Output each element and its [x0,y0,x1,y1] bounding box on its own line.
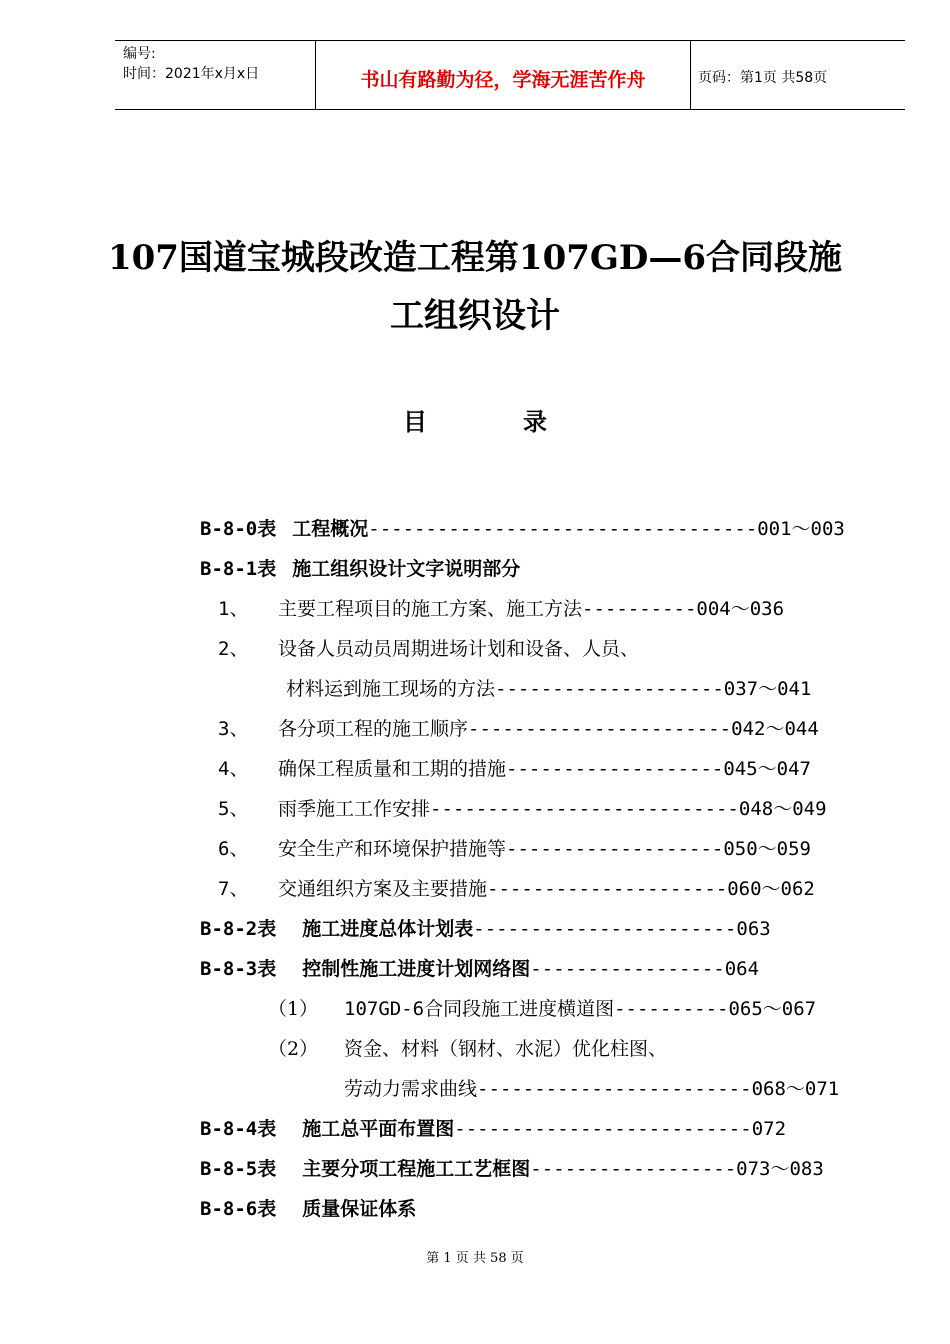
toc-leader: --------------------- [487,878,728,900]
page-header [115,40,905,110]
toc-row [268,1034,668,1064]
toc-pages: 001～003 [757,518,845,540]
toc-row [218,834,811,864]
toc-leader: ------------------------ [477,1078,752,1100]
toc-code: B-8-3表 [200,958,277,980]
toc-leader: ----------------- [530,958,725,980]
toc-text: 确保工程质量和工期的措施 [278,758,507,780]
toc-row [218,594,785,624]
toc-row [200,1154,824,1184]
toc-row [218,714,819,744]
toc-text: 施工组织设计文字说明部分 [292,558,521,580]
time-label: 时间：2021年x月x日 [123,66,260,82]
toc-text: 107GD-6合同段施工进度横道图 [344,998,615,1020]
toc-leader: ------------------ [530,1158,737,1180]
toc-row [200,1114,786,1144]
toc-row [218,754,811,784]
toc-num: （2） [268,1038,319,1060]
toc-row [200,554,520,584]
toc-leader: ---------- [582,598,697,620]
toc-pages: 037～041 [723,678,812,700]
toc-text: 设备人员动员周期进场计划和设备、人员、 [278,638,640,660]
toc-num: 7、 [218,878,249,900]
toc-leader: ---------------------------------- [368,518,758,540]
toc-leader: ----------------------- [473,918,737,940]
toc-text: 材料运到施工现场的方法 [286,678,496,700]
toc-text: 主要分项工程施工工艺框图 [302,1158,531,1180]
toc-num: 6、 [218,838,249,860]
toc-heading-char1: 目 [403,407,427,436]
toc-code: B-8-6表 [200,1198,277,1220]
toc-text: 施工总平面布置图 [302,1118,455,1140]
toc-row [200,514,845,544]
toc-code: B-8-5表 [200,1158,277,1180]
toc-row [200,954,759,984]
toc-row [218,634,640,664]
toc-pages: 050～059 [723,838,811,860]
toc-leader: ----------------------- [468,718,732,740]
toc-pages: 072 [751,1118,787,1140]
toc-leader: --------------------------- [430,798,739,820]
toc-code: B-8-4表 [200,1118,277,1140]
toc-leader: ------------------- [506,758,724,780]
toc-row [286,674,811,704]
motto-text: 书山有路勤为径，学海无涯苦作舟 [360,69,646,91]
toc-code: B-8-2表 [200,918,277,940]
toc-pages: 063 [736,918,771,940]
number-label: 编号: [123,46,156,62]
toc-pages: 060～062 [727,878,815,900]
toc-row [200,914,771,944]
page-footer: 第 1 页 共 58 页 [426,1251,524,1266]
toc-code: B-8-0表 [200,518,277,540]
header-motto-cell [315,41,691,109]
toc-row [218,874,815,904]
document-title-line2: 工组织设计 [390,296,560,336]
toc-text: 控制性施工进度计划网络图 [302,958,531,980]
toc-pages: 064 [724,958,760,980]
toc-num: （1） [268,998,319,1020]
toc-heading-char2: 录 [523,407,547,436]
toc-text: 资金、材料（钢材、水泥）优化柱图、 [344,1038,668,1060]
toc-leader: ------------------- [506,838,724,860]
toc-pages: 068～071 [751,1078,840,1100]
toc-num: 1、 [218,598,249,620]
toc-pages: 045～047 [723,758,811,780]
header-info-cell [115,41,315,109]
document-title-line1: 107国道宝城段改造工程第107GD—6合同段施 [107,238,843,278]
toc-text: 工程概况 [292,518,369,540]
toc-text: 雨季施工工作安排 [278,798,431,820]
toc-row [200,1194,416,1224]
toc-pages: 048～049 [738,798,827,820]
toc-leader: ---------- [614,998,729,1020]
page-label: 页码：第1页 共58页 [698,70,828,86]
toc-text: 主要工程项目的施工方案、施工方法 [278,598,583,620]
toc-text: 安全生产和环境保护措施等 [278,838,507,860]
toc-row [218,794,827,824]
toc-text: 劳动力需求曲线 [344,1078,478,1100]
toc-leader: -------------------------- [454,1118,752,1140]
toc-pages: 042～044 [731,718,819,740]
toc-num: 4、 [218,758,249,780]
toc-pages: 004～036 [696,598,785,620]
toc-leader: -------------------- [495,678,724,700]
toc-num: 5、 [218,798,249,820]
header-page-cell [690,41,905,109]
toc-pages: 073～083 [736,1158,824,1180]
toc-num: 3、 [218,718,249,740]
toc-row [344,1074,839,1104]
toc-text: 各分项工程的施工顺序 [278,718,469,740]
toc-text: 施工进度总体计划表 [302,918,474,940]
toc-text: 质量保证体系 [302,1198,417,1220]
toc-row [268,994,817,1024]
toc-heading [0,402,950,437]
toc-code: B-8-1表 [200,558,277,580]
toc-pages: 065～067 [728,998,817,1020]
toc-text: 交通组织方案及主要措施 [278,878,488,900]
toc-num: 2、 [218,638,249,660]
